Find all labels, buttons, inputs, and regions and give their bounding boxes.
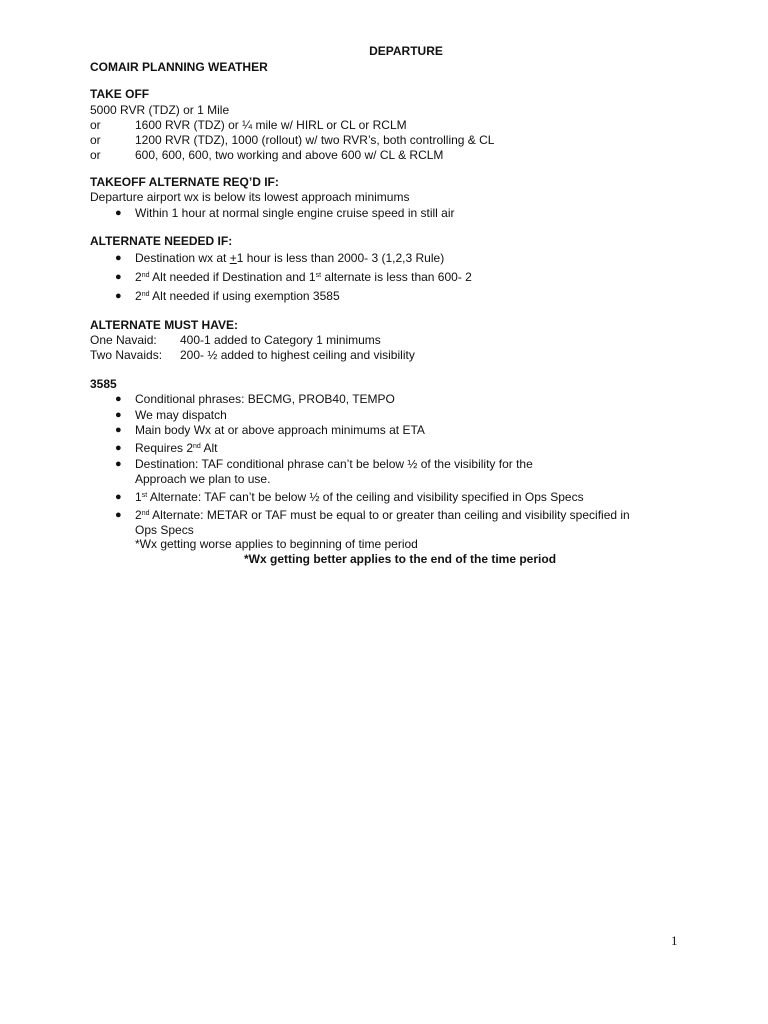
alternate-must-have-heading: ALTERNATE MUST HAVE:	[90, 318, 238, 332]
page-number: 1	[671, 933, 678, 948]
bullet-icon: ●	[115, 424, 122, 436]
takeoff-row-text: 1200 RVR (TDZ), 1000 (rollout) w/ two RVR’s, both controlling & CL	[135, 133, 495, 147]
alternate-needed-heading: ALTERNATE NEEDED IF:	[90, 234, 233, 248]
takeoff-row-label: or	[90, 133, 101, 147]
document-subtitle: COMAIR PLANNING WEATHER	[90, 60, 268, 74]
bullet-icon: ●	[115, 458, 122, 470]
takeoff-main: 5000 RVR (TDZ) or 1 Mile	[90, 103, 230, 117]
exemption-3585-heading: 3585	[90, 377, 117, 391]
bullet-icon: ●	[115, 393, 122, 405]
takeoff-row-text: 1600 RVR (TDZ) or ¼ mile w/ HIRL or CL or RCLM	[135, 118, 407, 132]
bullet-icon: ●	[115, 409, 122, 421]
note-better: *Wx getting better applies to the end of the time period	[244, 552, 557, 566]
page-title: DEPARTURE	[369, 44, 443, 58]
bullet-icon: ●	[115, 491, 122, 503]
note-worse: *Wx getting worse applies to beginning of time period	[135, 537, 418, 551]
takeoff-alternate-heading: TAKEOFF ALTERNATE REQ’D IF:	[90, 175, 279, 189]
takeoff-row-label: or	[90, 148, 101, 162]
document-page: DEPARTURE COMAIR PLANNING WEATHER TAKE OFF 5000 RVR (TDZ) or 1 Mile or 1600 RVR (TDZ) or ¼ mile w/ HIRL or CL or RCLM or 1200 RVR (TDZ), 1000 (rollout) w/ two RVR’s, both controlling & CL or 600, 600, 600, two working and above 600 w/ CL & RCLM TAKEOFF ALTERNATE REQ’D IF: Departure airport wx is below its lowest approach minimums ● Within 1 hour at normal single engine cruise speed in still air ALTERNATE NEEDED IF: ● Destination wx at +1 hour is less than 2000- 3 (1,2,3 Rule) ● 2nd Alt needed if Destination and 1st alternate is less than 600- 2 ● 2nd Alt needed if using exemption 3585 ALTERNATE MUST HAVE: One Navaid: 400-1 added to Category 1 minimums Two Navaids: 200- ½ added to highest ceiling and visibility 3585 ● Conditional phrases: BECMG, PROB40, TEMPO ● We may dispatch ● Main body Wx at or above approach minimums at ETA ● Requires 2nd Alt ● Destination: TAF conditional phrase can’t be below ½ of the visibility for the Approach we plan to use. ● 1st Alternate: TAF can’t be below ½ of the ceiling and visibility specified in Ops Specs ● 2nd Alternate: METAR or TAF must be equal to or greater than ceiling and visibility specified in Ops Specs *Wx getting worse applies to beginning of time period *Wx getting better applies to the end of the time period 1	[0, 0, 768, 1024]
bullet-icon: ●	[115, 271, 122, 283]
bullet-icon: ●	[115, 509, 122, 521]
bullet-icon: ●	[115, 252, 122, 264]
bullet-icon: ●	[115, 442, 122, 454]
takeoff-row-text: 600, 600, 600, two working and above 600 w/ CL & RCLM	[135, 148, 444, 162]
takeoff-heading: TAKE OFF	[90, 87, 150, 101]
takeoff-row-label: or	[90, 118, 101, 132]
takeoff-alternate-text: Departure airport wx is below its lowest approach minimums	[90, 190, 410, 204]
bullet-icon: ●	[115, 207, 122, 219]
bullet-icon: ●	[115, 290, 122, 302]
